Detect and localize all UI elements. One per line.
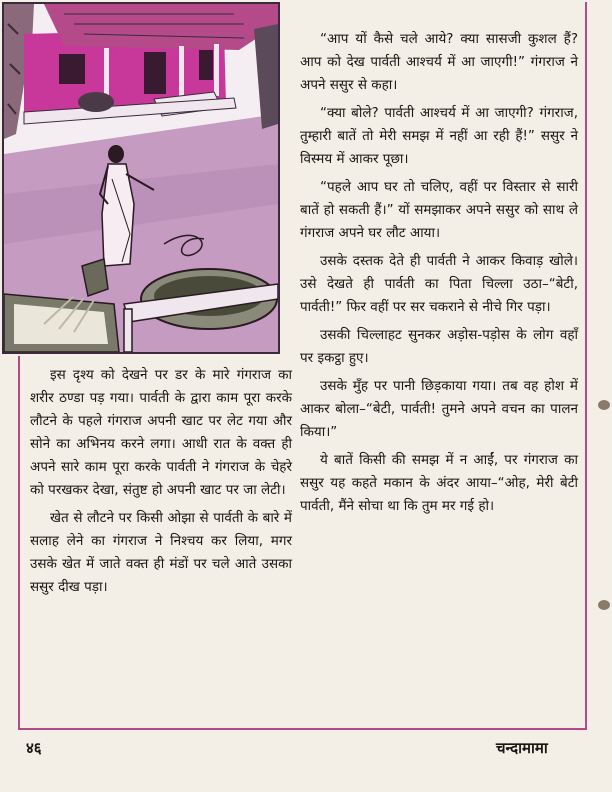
binding-hole-icon [598,600,610,610]
paragraph: खेत से लौटने पर किसी ओझा से पार्वती के बारे में सलाह लेने का गंगराज ने निश्चय कर लिया, मगर उसके खेत में जाते वक्त ही मंडों पर चले आते उसका ससुर दीख पड़ा। [30,510,292,595]
left-text-column [30,364,292,604]
paragraph: उसके मुँह पर पानी छिड़काया गया। तब वह होश में आकर बोला–“बेटी, पार्वती! तुमने अपने वचन का पालन किया।” [300,378,578,440]
paragraph: उसके दस्तक देते ही पार्वती ने आकर किवाड़ खोले। उसे देखते ही पार्वती का पिता चिल्ला उठा–“बेटी, पार्वती!” फिर वहीं पर सर चकराने से नीचे गिर पड़ा। [300,253,578,315]
paragraph: “क्या बोले? पार्वती आश्चर्य में आ जाएगी? गंगराज, तुम्हारी बातें तो मेरी समझ में नहीं आ रही हैं!” ससुर ने विस्मय में आकर पूछा। [300,105,578,167]
binding-hole-icon [598,400,610,410]
story-illustration [2,2,280,354]
paragraph: “आप यों कैसे चले आये? क्या सासजी कुशल हैं? आप को देख पार्वती आश्चर्य में आ जाएगी!” गंगराज ने अपने ससुर से कहा। [300,31,578,93]
paragraph: ये बातें किसी की समझ में न आईं, पर गंगराज का ससुर यह कहते मकान के अंदर आया–“ओह, मेरी बेटी पार्वती, मैंने सोचा था कि तुम मर गई हो। [300,452,578,514]
left-border-rule [18,356,20,728]
right-border-rule [585,2,587,728]
bottom-border-rule [18,728,587,730]
paragraph: उसकी चिल्लाहट सुनकर अड़ोस-पड़ोस के लोग वहाँ पर इकट्ठा हुए। [300,327,578,366]
paragraph: इस दृश्य को देखने पर डर के मारे गंगराज का शरीर ठण्डा पड़ गया। पार्वती के द्वारा काम पूरा करके लौटने के पहले गंगराज अपनी खाट पर लेट गया और सोने का अभिनय करने लगा। आधी रात के वक्त ही अपने सारे काम पूरा करके पार्वती ने गंगराज के चेहरे को परखकर देखा, संतुष्ट हो अपनी खाट पर जा लेटी। [30,367,292,498]
paragraph: “पहले आप घर तो चलिए, वहीं पर विस्तार से सारी बातें हो सकती हैं।” यों समझाकर अपने ससुर को साथ ले गंगराज अपने घर लौट आया। [300,179,578,241]
magazine-title: चन्दामामा [496,739,548,757]
right-text-column [300,28,578,523]
page-number: ४६ [26,739,42,757]
illustration-drawing [4,4,278,352]
